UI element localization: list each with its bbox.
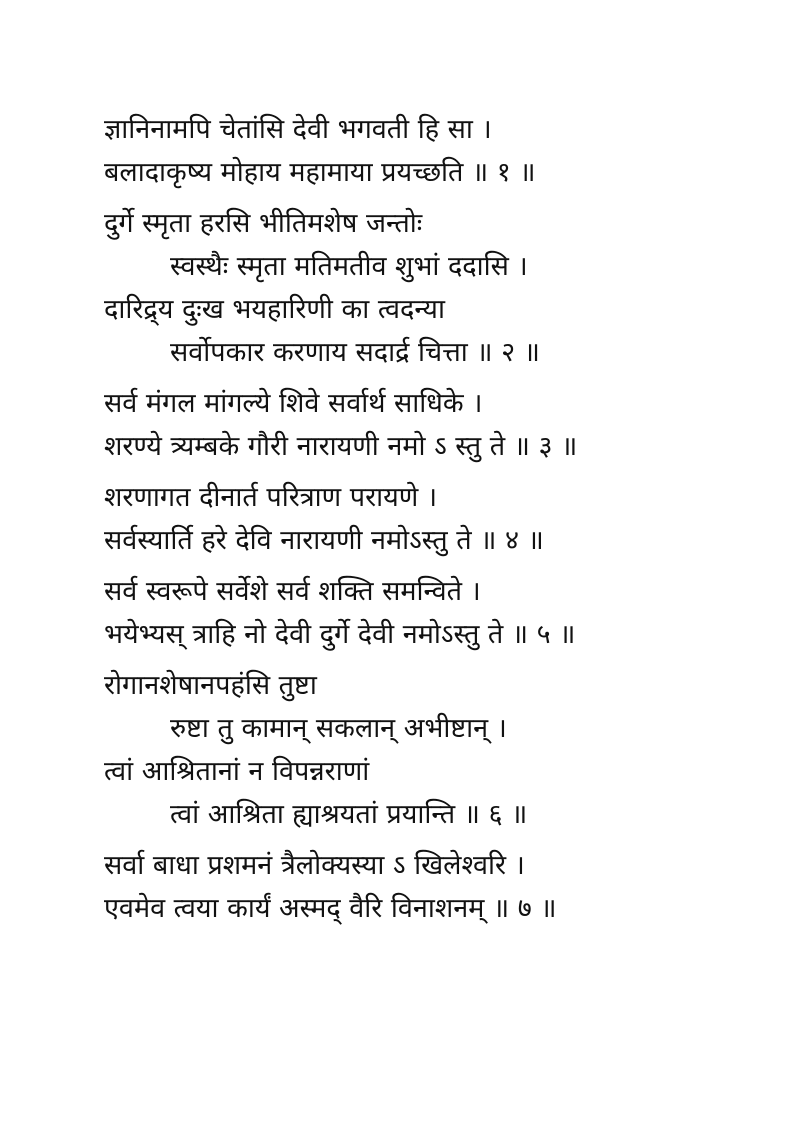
- verse-7: [104, 844, 724, 930]
- verse-line-indented: सर्वोपकार करणाय सदार्द्र चित्ता ॥ २ ॥: [170, 337, 540, 368]
- document-page: [104, 108, 724, 930]
- verse-5: [104, 570, 724, 656]
- verse-4: [104, 476, 724, 562]
- verse-line: भयेभ्यस् त्राहि नो देवी दुर्गे देवी नमोऽस्तु ते ॥ ५ ॥: [104, 619, 576, 650]
- verse-line: सर्व स्वरूपे सर्वेशे सर्व शक्ति समन्विते ।: [104, 576, 481, 607]
- verse-line: सर्वा बाधा प्रशमनं त्रैलोक्यस्या ऽ खिलेश्वरि ।: [104, 850, 525, 881]
- verse-1: [104, 108, 724, 194]
- verse-line-indented: त्वां आश्रिता ह्याश्रयतां प्रयान्ति ॥ ६ ॥: [170, 799, 528, 830]
- verse-line: शरणागत दीनार्त परित्राण परायणे ।: [104, 482, 438, 513]
- verse-3: [104, 382, 724, 468]
- verse-line-indented: रुष्टा तु कामान् सकलान् अभीष्टान् ।: [170, 713, 507, 744]
- verse-line: दुर्गे स्मृता हरसि भीतिमशेष जन्तोः: [104, 208, 423, 239]
- verse-line: त्वां आश्रितानां न विपन्नराणां: [104, 756, 370, 787]
- verse-line: शरण्ये त्र्यम्बके गौरी नारायणी नमो ऽ स्तु ते ॥ ३ ॥: [104, 431, 578, 462]
- verse-line: ज्ञानिनामपि चेतांसि देवी भगवती हि सा ।: [104, 114, 492, 145]
- verse-line: सर्व मंगल मांगल्ये शिवे सर्वार्थ साधिके ।: [104, 388, 483, 419]
- verse-line: एवमेव त्वया कार्यं अस्मद् वैरि विनाशनम् ॥ ७ ॥: [104, 893, 557, 924]
- verse-line-indented: स्वस्थैः स्मृता मतिमतीव शुभां ददासि ।: [170, 251, 528, 282]
- verse-2: [104, 202, 724, 374]
- verse-line: बलादाकृष्य मोहाय महामाया प्रयच्छति ॥ १ ॥: [104, 157, 536, 188]
- verse-line: दारिद्र्य दुःख भयहारिणी का त्वदन्या: [104, 294, 445, 325]
- verse-line: सर्वस्यार्ति हरे देवि नारायणी नमोऽस्तु ते ॥ ४ ॥: [104, 525, 544, 556]
- verse-line: रोगानशेषानपहंसि तुष्टा: [104, 670, 317, 701]
- verse-6: [104, 664, 724, 836]
